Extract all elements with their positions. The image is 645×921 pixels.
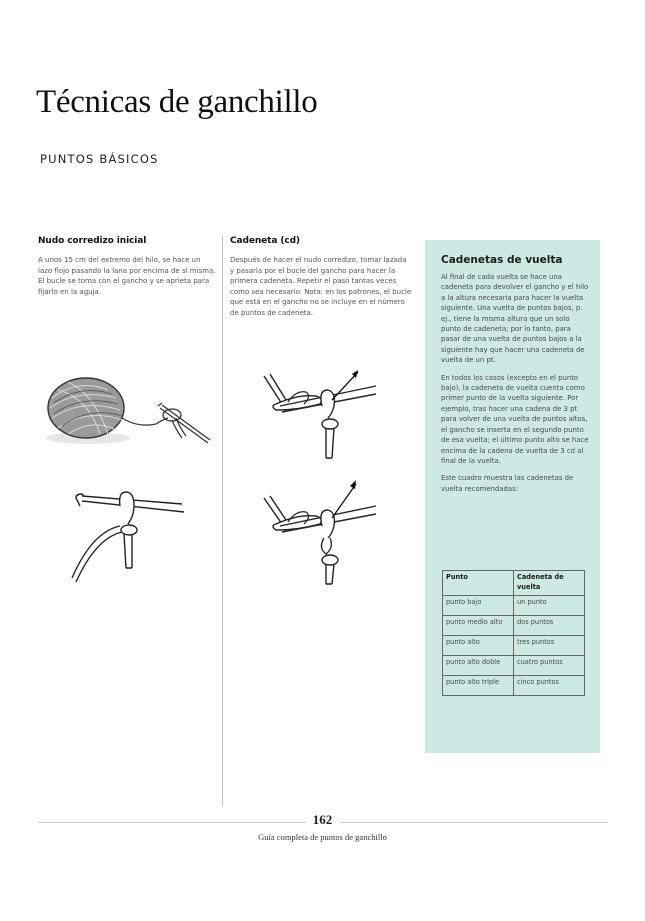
table-cell: punto medio alto xyxy=(443,616,514,636)
column-text: A unos 15 cm del extremo del hilo, se hace un lazo flojo pasando la lana por encima de sí misma. El bucle se toma con el gancho y se aprieta para fijarlo en la aguja. xyxy=(38,256,216,296)
table-cell: tres puntos xyxy=(514,636,585,656)
table-row xyxy=(443,656,585,676)
column-chain-stitch xyxy=(230,236,412,319)
section-label: PUNTOS BÁSICOS xyxy=(40,152,159,166)
sidebar-paragraph: Este cuadro muestra las cadenetas de vuelta recomendadas: xyxy=(441,474,574,493)
table-cell: punto alto triple xyxy=(443,676,514,696)
table-row xyxy=(443,636,585,656)
sidebar-paragraph: En todos los casos (excepto en el punto bajo), la cadeneta de vuelta cuenta como primer punto de la vuelta siguiente. Por ejemplo, tras hacer una cadena de 3 pt para volver de una vuelta de puntos altos, el gancho se inserta en el segundo punto de esa vuelta; el último punto alto se hace encima de la cadena de vuelta de 3 cd al final de la vuelta. xyxy=(441,373,589,465)
yarn-ball-illustration xyxy=(38,368,218,458)
table-cell: punto alto doble xyxy=(443,656,514,676)
table-row xyxy=(443,616,585,636)
chain-step-1-illustration xyxy=(258,366,378,466)
chain-step-2-illustration xyxy=(258,476,378,591)
slip-knot-illustration xyxy=(62,486,202,596)
page-number: 162 xyxy=(312,812,333,827)
table-header-row xyxy=(443,571,585,596)
page-title: Técnicas de ganchillo xyxy=(36,84,318,120)
column-text: Después de hacer el nudo corredizo, tomar lazada y pasarla por el bucle del gancho para hacer la primera cadeneta. Repetir el paso tantas veces como sea necesario. Nota: en los patrones, el bucle que está en el gancho no se incluye en el número de puntos de cadeneta. xyxy=(230,256,412,317)
table-row xyxy=(443,596,585,616)
column-divider xyxy=(222,236,223,806)
table-cell: dos puntos xyxy=(514,616,585,636)
column-heading: Cadeneta (cd) xyxy=(230,236,300,246)
book-title: Guía completa de puntos de ganchillo xyxy=(258,832,387,842)
table-cell: punto bajo xyxy=(443,596,514,616)
table-cell: cinco puntos xyxy=(514,676,585,696)
turning-chain-table xyxy=(442,570,585,696)
turning-chain-sidebar xyxy=(425,240,600,753)
sidebar-heading: Cadenetas de vuelta xyxy=(441,254,563,266)
table-header: Cadeneta de vuelta xyxy=(514,571,585,596)
table-header: Punto xyxy=(443,571,514,596)
sidebar-paragraph: Al final de cada vuelta se hace una cadeneta para devolver el gancho y el hilo a la altura necesaria para hacer la vuelta siguiente. Una vuelta de puntos bajos, p. ej., tiene la misma altura que un solo punto de cadeneta; por lo tanto, para pasar de una vuelta de puntos bajos a la siguiente hay que hacer una cadeneta de vuelta de un pt. xyxy=(441,273,589,365)
table-cell: un punto xyxy=(514,596,585,616)
column-slip-knot xyxy=(38,236,216,297)
table-cell: punto alto xyxy=(443,636,514,656)
table-row xyxy=(443,676,585,696)
table-cell: cuatro puntos xyxy=(514,656,585,676)
column-heading: Nudo corredizo inicial xyxy=(38,236,147,246)
